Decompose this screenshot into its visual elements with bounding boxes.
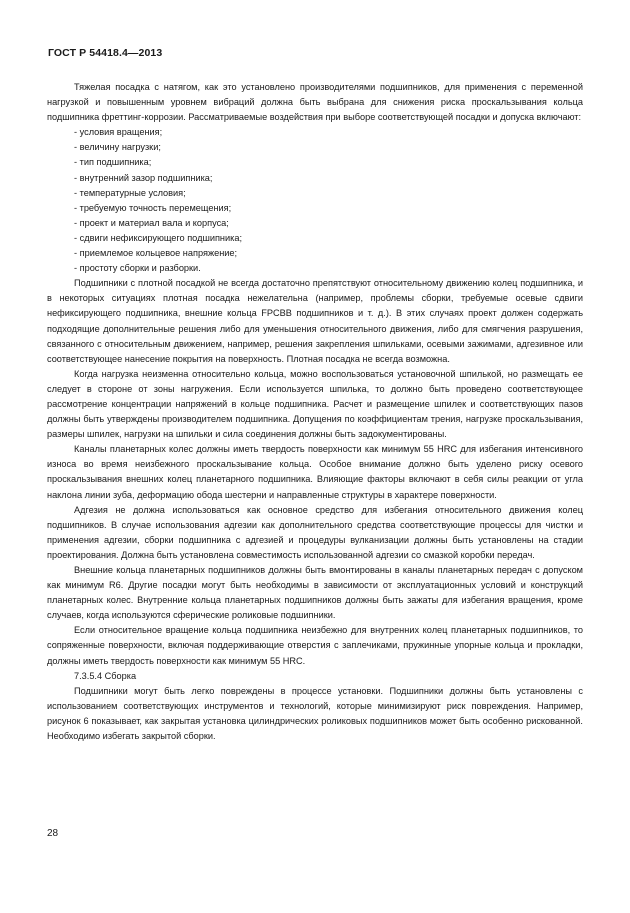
page-number: 28 <box>47 828 59 839</box>
intro-paragraph: Тяжелая посадка с натягом, как это установлено производителями подшипников, для применения с переменной нагрузкой и повышенным уровнем вибраций должна быть выбрана для снижения риска проскальзывания кольца подшипника фреттинг-коррозии. Рассматриваемые воздействия при выборе соответствующей посадки и допуска включают: <box>47 82 583 123</box>
list-item: - приемлемое кольцевое напряжение; <box>74 248 238 259</box>
list-item: - требуемую точность перемещения; <box>74 202 232 213</box>
list-item: - внутренний зазор подшипника; <box>74 172 213 183</box>
paragraph: Подшипники с плотной посадкой не всегда достаточно препятствуют относительному движению колец подшипника, и в некоторых ситуациях плотная посадка нежелательна (например, проблемы сборки, требуемые осевые сдвиги нефиксирующего подшипника, внешние кольца FPCBB подшипников и т. д.). В этих случаях проект должен содержать подходящие дополнительные решения либо для уменьшения относительного движения, либо для смягчения разрушения, связанного с относительным движением, например, решения закрепления шпильками, осевыми зажимами, адгезивное или соответствующее нанесение покрытия на поверхность. Плотная посадка не всегда возможна. <box>47 278 583 364</box>
paragraph: Внешние кольца планетарных подшипников должны быть вмонтированы в каналы планетарных передач с допуском как минимум R6. Другие посадки могут быть необходимы в зависимости от эксплуатационных условий и конструкций планетарных колес. Внутренние кольца планетарных подшипников должны быть зажаты для избегания вращения, кроме случаев, когда используются сферические роликовые подшипники. <box>47 565 583 621</box>
list-item: - проект и материал вала и корпуса; <box>74 217 229 228</box>
paragraph: Когда нагрузка неизменна относительно кольца, можно воспользоваться установочной шпилькой, но размещать ее следует в стороне от зоны нагружения. Если используется шпилька, то должно быть проведено соответствующее рассмотрение концентрации напряжений в кольце подшипника. Расчет и размещение шпилек и соответствующих пазов должны быть утверждены производителем подшипника. Допущения по коэффициентам трения, нагрузке проскальзывания, размеры шпилек, нагрузки на шпильки и сила соединения должны быть задокументированы. <box>47 368 583 440</box>
paragraph: Если относительное вращение кольца подшипника неизбежно для внутренних колец планетарных подшипников, то сопряженные поверхности, включая поддерживающие отверстия с заплечиками, пружинные упорные кольца и прокладки, должны иметь твердость поверхности как минимум 55 HRC. <box>47 625 583 666</box>
list-item: - величину нагрузки; <box>74 142 161 153</box>
list-item: - сдвиги нефиксирующего подшипника; <box>74 232 243 243</box>
document-body <box>47 80 583 744</box>
factors-list <box>47 125 583 276</box>
document-header: ГОСТ Р 54418.4—2013 <box>48 47 163 59</box>
list-item: - простоту сборки и разборки. <box>74 263 201 274</box>
section-heading: 7.3.5.4 Сборка <box>74 670 137 681</box>
paragraph: Каналы планетарных колес должны иметь твердость поверхности как минимум 55 HRC для избегания интенсивного износа во время неизбежного проскальзывание кольца. Особое внимание должно быть уделено риску осевого проскальзывания внешних колец планетарного подшипника. Влияющие факторы включают в себя силы реакции от угла наклона линии зуба, деформацию обода шестерни и направленные структуры в характере поверхности. <box>47 444 583 500</box>
paragraph: Адгезия не должна использоваться как основное средство для избегания относительного движения колец подшипников. В случае использования адгезии как дополнительного средства соответствующие процессы для чистки и применения адгезии, сборки подшипника с адгезией и процедуры вулканизации должны быть установлены на стадии проектирования. Должна быть установлена совместимость использованной адгезии со смазкой коробки передач. <box>47 504 583 560</box>
paragraph: Подшипники могут быть легко повреждены в процессе установки. Подшипники должны быть установлены с использованием соответствующих инструментов и технологий, которые минимизируют риск повреждения. Например, рисунок 6 показывает, как закрытая установка цилиндрических роликовых подшипников может быть особенно рискованной. Необходимо избегать закрытой сборки. <box>47 685 583 742</box>
list-item: - тип подшипника; <box>74 157 152 168</box>
list-item: - температурные условия; <box>74 187 186 198</box>
list-item: - условия вращения; <box>74 127 163 138</box>
